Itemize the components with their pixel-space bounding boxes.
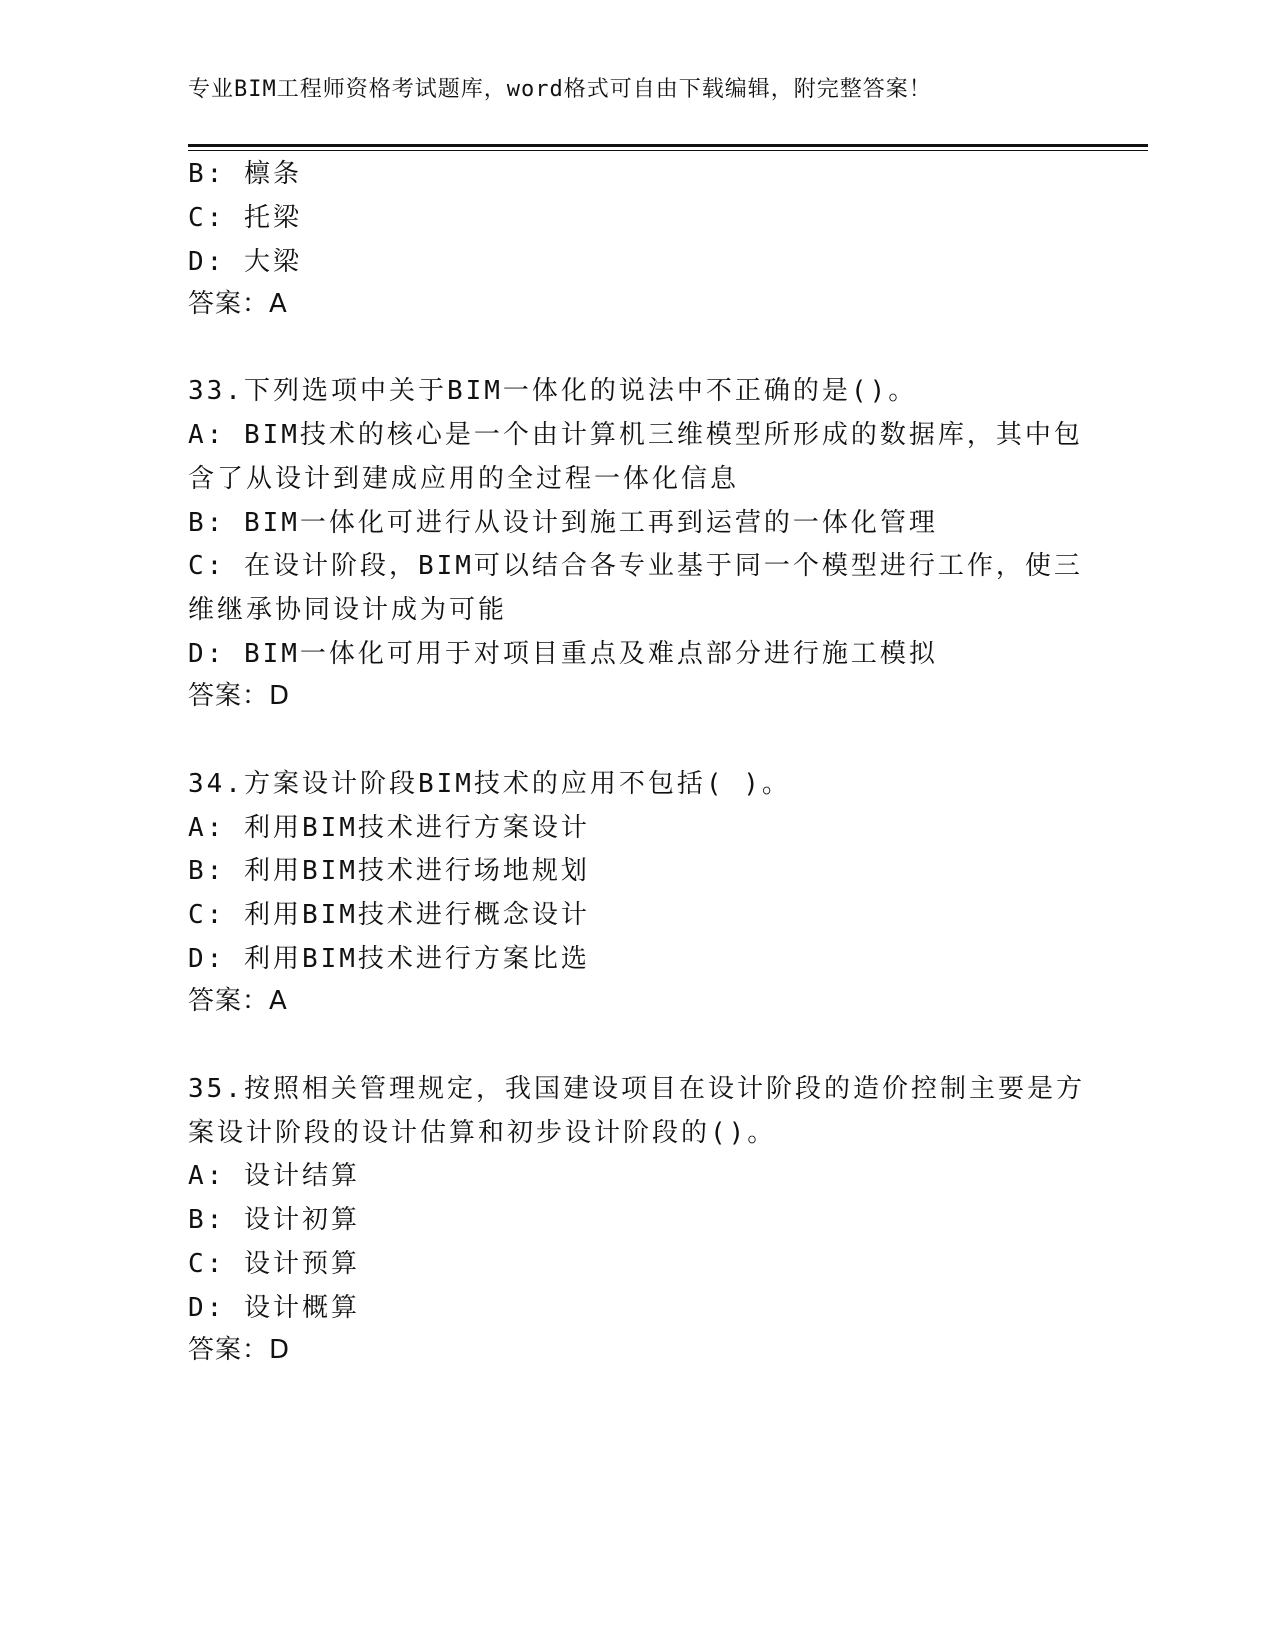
q33-option-b: B: BIM一体化可进行从设计到施工再到运营的一体化管理 <box>188 508 938 538</box>
q33-option-d: D: BIM一体化可用于对项目重点及难点部分进行施工模拟 <box>188 639 938 669</box>
q33-option-a-line2: 含了从设计到建成应用的全过程一体化信息 <box>188 464 740 494</box>
q32-option-c: C: 托梁 <box>188 203 302 233</box>
q33-option-c-line2: 维继承协同设计成为可能 <box>188 595 508 625</box>
q35-option-a: A: 设计结算 <box>188 1161 360 1191</box>
q34-option-c: C: 利用BIM技术进行概念设计 <box>188 900 590 930</box>
q35-option-d: D: 设计概算 <box>188 1293 360 1323</box>
page-header: 专业BIM工程师资格考试题库，word格式可自由下载编辑，附完整答案！ <box>188 77 932 102</box>
q35-option-b: B: 设计初算 <box>188 1205 360 1235</box>
q32-answer: 答案：A <box>188 289 288 319</box>
header-rule-thick <box>188 144 1148 147</box>
q35-option-c: C: 设计预算 <box>188 1249 360 1279</box>
q34-option-d: D: 利用BIM技术进行方案比选 <box>188 944 590 974</box>
q35-answer: 答案：D <box>188 1335 291 1365</box>
q33-option-c-line1: C: 在设计阶段，BIM可以结合各专业基于同一个模型进行工作，使三 <box>188 551 1083 581</box>
q35-stem-line1: 35.按照相关管理规定，我国建设项目在设计阶段的造价控制主要是方 <box>188 1074 1085 1104</box>
q34-option-b: B: 利用BIM技术进行场地规划 <box>188 856 590 886</box>
q34-stem: 34.方案设计阶段BIM技术的应用不包括( )。 <box>188 769 791 799</box>
q35-stem-line2: 案设计阶段的设计估算和初步设计阶段的()。 <box>188 1118 777 1148</box>
q33-answer: 答案：D <box>188 681 291 711</box>
q32-option-b: B: 檩条 <box>188 159 302 189</box>
q34-answer: 答案：A <box>188 986 288 1016</box>
q32-option-d: D: 大梁 <box>188 247 302 277</box>
q33-option-a-line1: A: BIM技术的核心是一个由计算机三维模型所形成的数据库，其中包 <box>188 420 1083 450</box>
q33-stem: 33.下列选项中关于BIM一体化的说法中不正确的是()。 <box>188 376 918 406</box>
q34-option-a: A: 利用BIM技术进行方案设计 <box>188 813 590 843</box>
header-rule-thin <box>188 150 1148 151</box>
